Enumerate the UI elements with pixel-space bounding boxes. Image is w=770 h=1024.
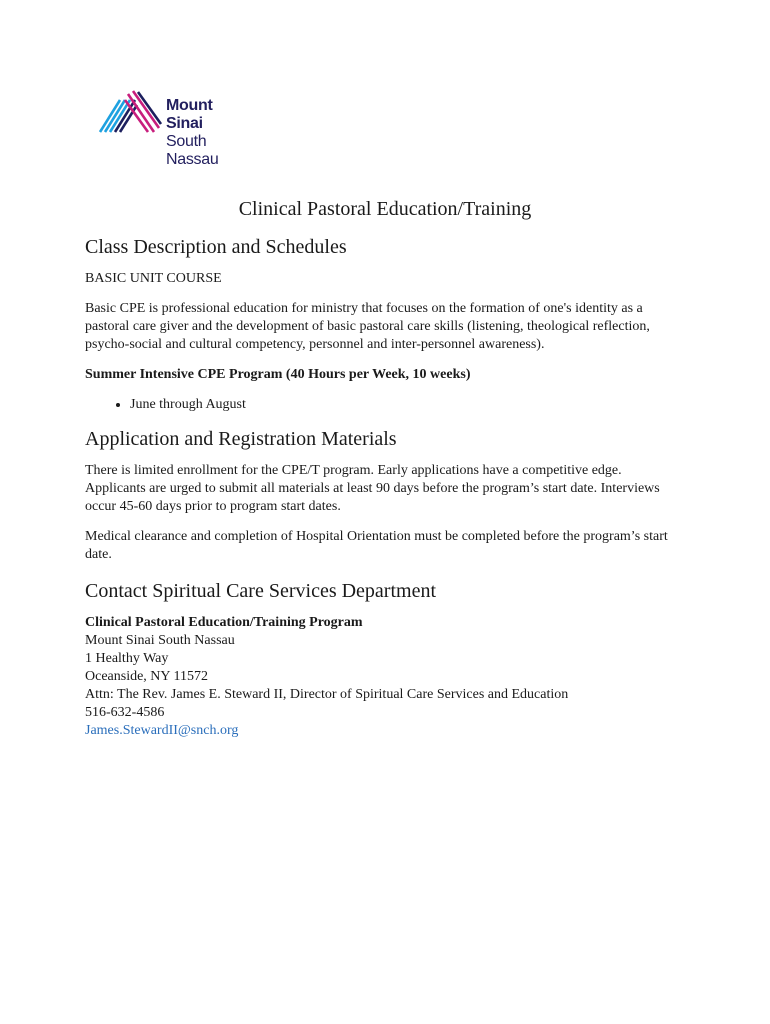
mount-sinai-logo (98, 88, 238, 170)
contact-attention: Attn: The Rev. James E. Steward II, Director of Spiritual Care Services and Education (85, 687, 569, 702)
contact-street: 1 Healthy Way (85, 651, 169, 666)
contact-block (85, 614, 685, 740)
logo-line-sinai: Sinai (166, 115, 203, 132)
contact-email-link[interactable]: James.StewardII@snch.org (85, 723, 239, 738)
document-title: Clinical Pastoral Education/Training (238, 198, 532, 220)
contact-program-name: Clinical Pastoral Education/Training Program (85, 615, 363, 630)
class-section-heading: Class Description and Schedules (85, 236, 347, 258)
application-paragraph-1: There is limited enrollment for the CPE/T program. Early applications have a competitive edge. Applicants are urged to submit all materials at least 90 days before the program’s start date. Interviews occur 45-60 days prior to program start dates. (85, 463, 660, 514)
schedule-list (85, 396, 685, 414)
contact-city-state-zip: Oceanside, NY 11572 (85, 669, 208, 684)
document-content (85, 234, 685, 740)
logo-line-nassau: Nassau (166, 151, 219, 168)
application-paragraph-2: Medical clearance and completion of Hospital Orientation must be completed before the program’s start date. (85, 529, 668, 562)
course-label: BASIC UNIT COURSE (85, 271, 222, 286)
schedule-item: • June through August (130, 396, 685, 414)
logo-wordmark (166, 97, 218, 169)
application-section-heading: Application and Registration Materials (85, 428, 397, 450)
logo-mark (98, 88, 164, 136)
logo-line-mount: Mount (166, 97, 213, 114)
contact-phone: 516-632-4586 (85, 705, 165, 720)
program-title: Summer Intensive CPE Program (40 Hours per Week, 10 weeks) (85, 367, 471, 382)
logo-line-south: South (166, 133, 207, 150)
contact-section-heading: Contact Spiritual Care Services Department (85, 580, 437, 602)
course-description: Basic CPE is professional education for ministry that focuses on the formation of one's identity as a pastoral care giver and the development of basic pastoral care skills (listening, theological reflection, psycho-social and cultural competency, personnel and inter-personnel awareness). (85, 301, 650, 352)
contact-organization: Mount Sinai South Nassau (85, 633, 235, 648)
